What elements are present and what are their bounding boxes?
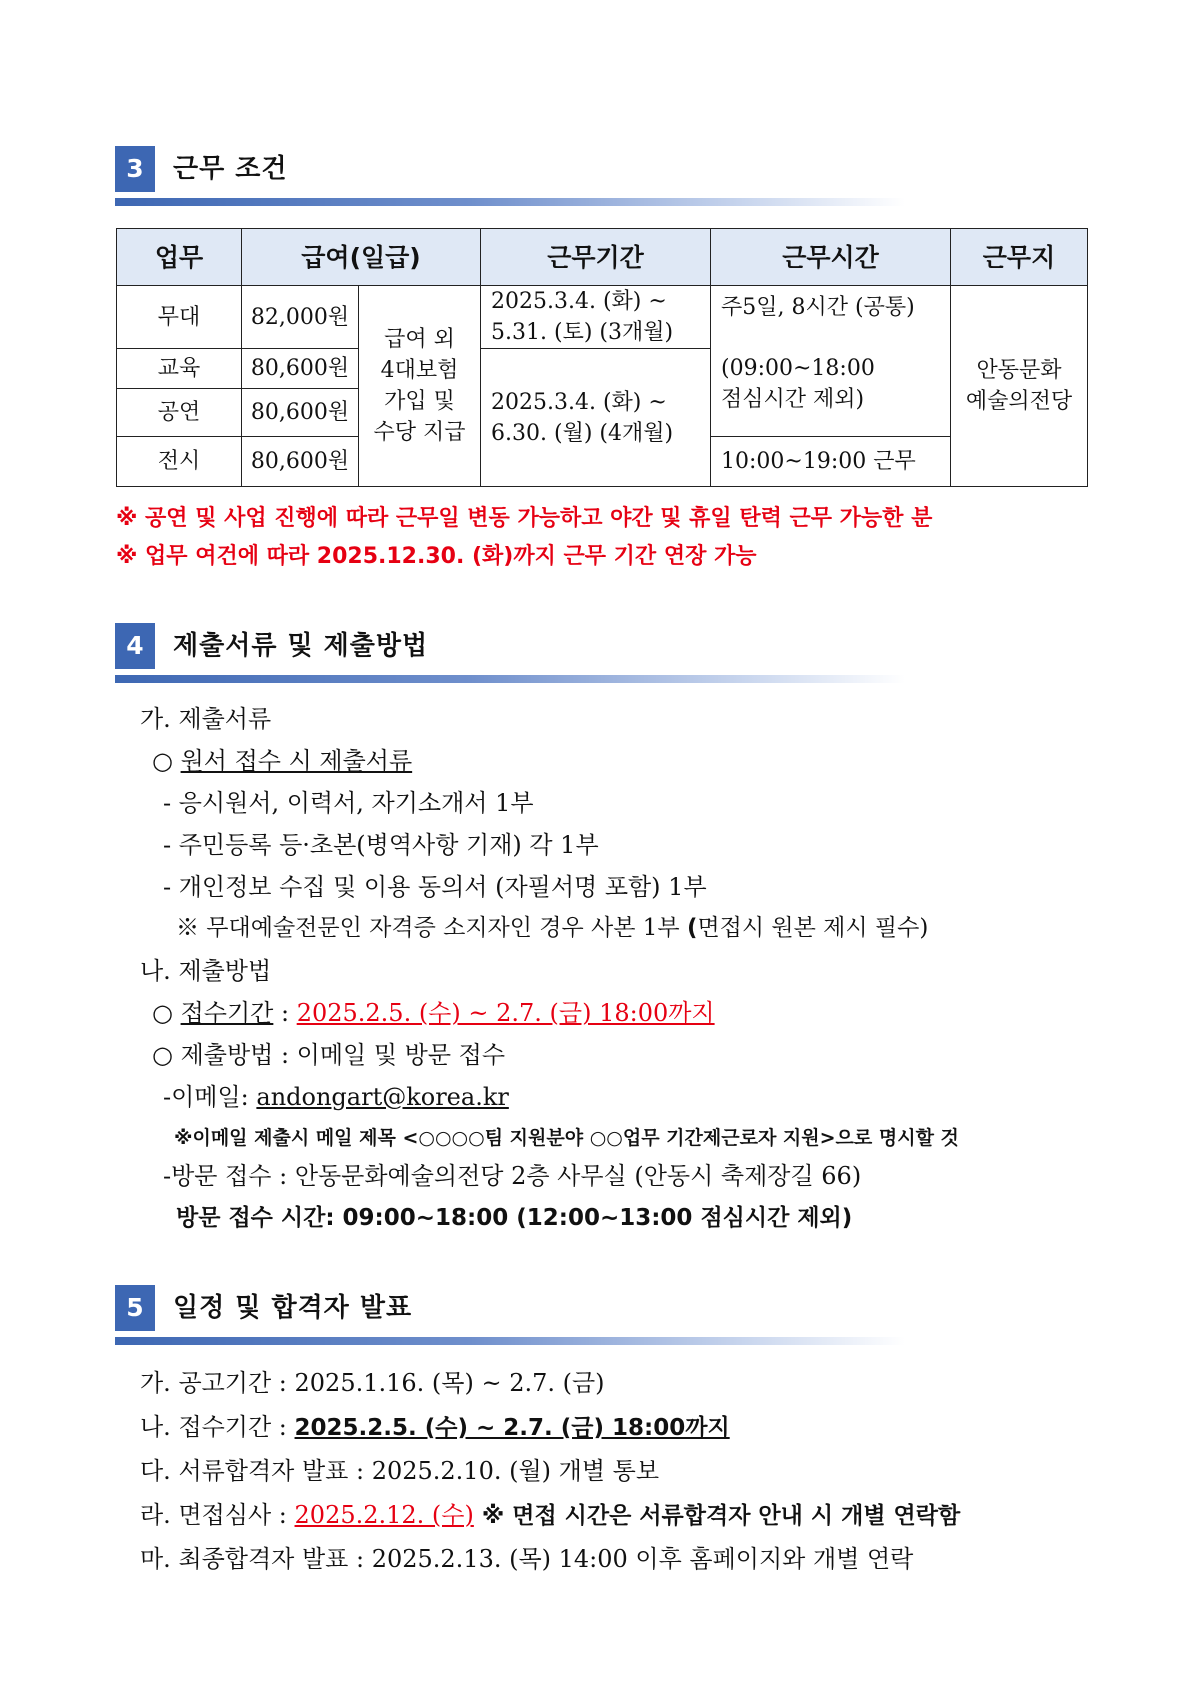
document-item: - 응시원서, 이력서, 자기소개서 1부 bbox=[163, 789, 534, 817]
benefit-cell bbox=[359, 286, 481, 487]
separator: : bbox=[273, 999, 297, 1027]
email-line bbox=[163, 1081, 509, 1113]
period-label: 접수기간 bbox=[180, 999, 274, 1027]
schedule-item: 다. 서류합격자 발표 : 2025.2.10. (월) 개별 통보 bbox=[140, 1457, 660, 1485]
schedule-value: 2025.2.12. (수) bbox=[294, 1501, 474, 1529]
circle-bullet: ○ bbox=[152, 747, 173, 775]
hours-line: 주5일, 8시간 (공통) bbox=[721, 295, 915, 320]
email-link[interactable]: andongart@korea.kr bbox=[256, 1083, 509, 1111]
work-conditions-table bbox=[116, 228, 1088, 487]
section-number: 5 bbox=[115, 1285, 155, 1331]
email-note: ※이메일 제출시 메일 제목 <○○○○팀 지원분야 ○○업무 기간제근로자 지원>으로 명시할 것 bbox=[174, 1127, 959, 1149]
table-header-row bbox=[117, 229, 1088, 286]
pay-cell: 80,600원 bbox=[242, 349, 359, 389]
pay-cell: 80,600원 bbox=[242, 437, 359, 487]
document-note bbox=[176, 912, 928, 944]
visit-time: 방문 접수 시간: 09:00~18:00 (12:00~13:00 점심시간 제외) bbox=[176, 1205, 853, 1231]
hours-line: (09:00~18:00 bbox=[721, 356, 875, 381]
task-cell: 전시 bbox=[117, 437, 242, 487]
schedule-item: 가. 공고기간 : 2025.1.16. (목) ~ 2.7. (금) bbox=[140, 1369, 605, 1397]
hours-line: 점심시간 제외) bbox=[721, 387, 865, 412]
schedule-item bbox=[140, 1411, 730, 1444]
subheading-method: 나. 제출방법 bbox=[140, 957, 272, 985]
period-line bbox=[152, 997, 715, 1029]
benefit-line: 가입 및 bbox=[384, 389, 455, 414]
header-location: 근무지 bbox=[951, 229, 1088, 286]
section-title: 일정 및 합격자 발표 bbox=[173, 1293, 413, 1323]
header-period: 근무기간 bbox=[481, 229, 711, 286]
section-number: 3 bbox=[115, 146, 155, 192]
visit-line: -방문 접수 : 안동문화예술의전당 2층 사무실 (안동시 축제장길 66) bbox=[163, 1162, 862, 1190]
benefit-line: 4대보험 bbox=[380, 358, 459, 383]
table-row bbox=[117, 286, 1088, 349]
method-text: 제출방법 : 이메일 및 방문 접수 bbox=[180, 1041, 506, 1069]
header-hours: 근무시간 bbox=[711, 229, 951, 286]
document-note-paren: ( bbox=[686, 915, 698, 941]
section-title: 근무 조건 bbox=[173, 154, 288, 184]
period-line: 2025.3.4. (화) ~ bbox=[491, 289, 667, 314]
documents-heading-text: 원서 접수 시 제출서류 bbox=[180, 747, 413, 775]
section-title: 제출서류 및 제출방법 bbox=[173, 631, 429, 661]
period-a-cell bbox=[481, 286, 711, 349]
header-pay: 급여(일급) bbox=[242, 229, 481, 286]
schedule-item bbox=[140, 1499, 960, 1532]
document-item: - 주민등록 등·초본(병역사항 기재) 각 1부 bbox=[163, 831, 599, 859]
section-4-header bbox=[115, 623, 905, 693]
period-line: 6.30. (월) (4개월) bbox=[491, 420, 674, 446]
period-b-cell bbox=[481, 349, 711, 487]
section-3-header bbox=[115, 146, 905, 216]
section-5-header bbox=[115, 1285, 905, 1355]
location-line: 예술의전당 bbox=[965, 389, 1073, 414]
task-cell: 교육 bbox=[117, 349, 242, 389]
condition-note: ※ 업무 여건에 따라 2025.12.30. (화)까지 근무 기간 연장 가능 bbox=[116, 544, 757, 569]
circle-bullet: ○ bbox=[152, 1041, 173, 1069]
benefit-line: 수당 지급 bbox=[373, 420, 466, 445]
section-number: 4 bbox=[115, 623, 155, 669]
document-item: - 개인정보 수집 및 이용 동의서 (자필서명 포함) 1부 bbox=[163, 873, 707, 901]
period-line: 5.31. (토) (3개월) bbox=[491, 320, 674, 345]
period-line: 2025.3.4. (화) ~ bbox=[491, 389, 667, 415]
section-divider bbox=[115, 1337, 905, 1345]
section-divider bbox=[115, 198, 905, 206]
section-divider bbox=[115, 675, 905, 683]
pay-cell: 82,000원 bbox=[242, 286, 359, 349]
location-line: 안동문화 bbox=[976, 358, 1062, 383]
circle-bullet: ○ bbox=[152, 999, 173, 1027]
hours-b-cell: 10:00~19:00 근무 bbox=[711, 437, 951, 487]
hours-a-cell bbox=[711, 286, 951, 437]
schedule-note: ※ 면접 시간은 서류합격자 안내 시 개별 연락함 bbox=[473, 1503, 961, 1529]
benefit-line: 급여 외 bbox=[384, 327, 455, 352]
subheading-documents: 가. 제출서류 bbox=[140, 705, 272, 733]
task-cell: 무대 bbox=[117, 286, 242, 349]
pay-cell: 80,600원 bbox=[242, 389, 359, 437]
condition-note: ※ 공연 및 사업 진행에 따라 근무일 변동 가능하고 야간 및 휴일 탄력 근무 가능한 분 bbox=[116, 506, 933, 531]
document-note-text: ※ 무대예술전문인 자격증 소지자인 경우 사본 1부 bbox=[176, 915, 687, 941]
period-value: 2025.2.5. (수) ~ 2.7. (금) 18:00까지 bbox=[296, 999, 715, 1027]
document-note-text: 면접시 원본 제시 필수) bbox=[697, 915, 929, 941]
email-label: -이메일: bbox=[163, 1083, 257, 1111]
method-line bbox=[152, 1039, 505, 1071]
schedule-value: 2025.2.5. (수) ~ 2.7. (금) 18:00까지 bbox=[294, 1415, 730, 1441]
schedule-item: 마. 최종합격자 발표 : 2025.2.13. (목) 14:00 이후 홈페이지와 개별 연락 bbox=[140, 1545, 914, 1573]
header-task: 업무 bbox=[117, 229, 242, 286]
schedule-label: 라. 면접심사 : bbox=[140, 1501, 295, 1529]
task-cell: 공연 bbox=[117, 389, 242, 437]
schedule-label: 나. 접수기간 : bbox=[140, 1413, 295, 1441]
documents-heading bbox=[152, 745, 412, 777]
location-cell bbox=[951, 286, 1088, 487]
